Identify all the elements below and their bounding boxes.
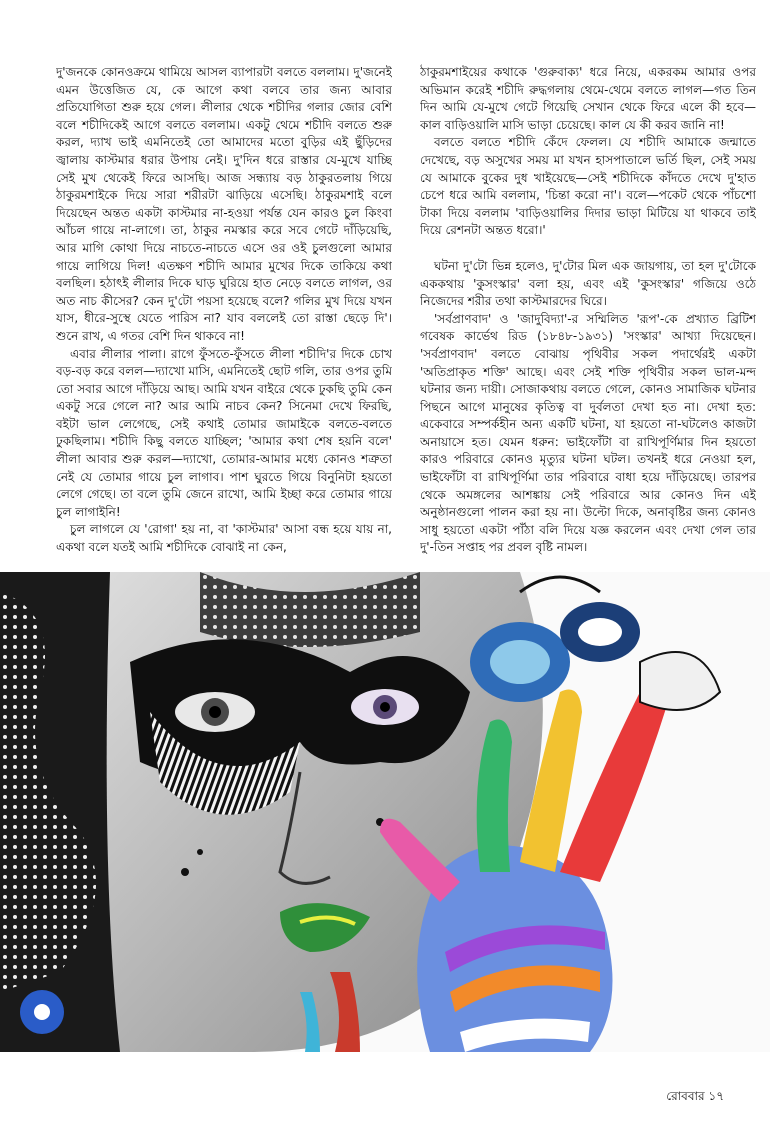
- paragraph: বলতে বলতে শচীদি কেঁদে ফেলল। যে শচীদি আমাকে জন্মাতে দেখেছে, বড় অসুখের সময় মা যখন হাসপাতালে ভর্তি ছিল, সেই সময় যে আমাকে বুকের দুধ খাইয়েছে—সেই শচীদিকে কাঁদতে দেখে দু'হাত চেপে ধরে আমি বললাম, 'চিন্তা করো না'। বলে—পকেট থেকে পাঁচশো টাকা দিয়ে বললাম 'বাড়িওয়ালির দিদার ভাড়া মিটিয়ে যা থাকবে তাই দিয়ে রেশনটা অন্তত ধরো।': [420, 135, 756, 238]
- page-footer: রোববার ১৭: [666, 1089, 724, 1103]
- paragraph: এবার লীলার পালা। রাগে ফুঁসতে-ফুঁসতে লীলা শচীদি'র দিকে চোখ বড়-বড় করে বলল—দ্যাখো মাসি, এমনিতেই ছোট গলি, তার ওপর তুমি তো সবার আগে দাঁড়িয়ে আছ। আমি যখন বাইরে থেকে ঢুকছি তুমি কেন একটু সরে গেলে না? আর আমি নাচব কেন? সিনেমা দেখে ফিরছি, বইটা ভাল লেগেছে, সেই কথাই তোমার জামাইকে বলতে-বলতে ঢুকছিলাম। শচীদি কিছু বলতে যাচ্ছিল; 'আমার কথা শেষ হয়নি বলে' লীলা আবার শুরু করল—দ্যাখো, তোমার-আমার মধ্যে কোনও শত্রুতা নেই যে তোমার গায়ে চুল লাগাব। পাশ ঘুরতে গিয়ে বিনুনিটা হয়তো লেগে গেছে। তা বলে তুমি জেনে রাখো, আমি ইচ্ছা করে তোমার গায়ে চুল লাগাইনি!: [56, 346, 392, 519]
- decor-swirl: [520, 577, 600, 592]
- cheek-dot: [197, 849, 203, 855]
- cheek-dot: [181, 868, 189, 876]
- decor-pod-inner: [490, 640, 550, 684]
- flower-center: [34, 1004, 50, 1020]
- decor-leaf: [640, 652, 720, 710]
- right-column: [420, 64, 756, 568]
- right-pupil: [380, 702, 390, 712]
- decor-pod-inner: [578, 618, 622, 646]
- left-pupil: [209, 706, 221, 718]
- paragraph: ঘটনা দু'টো ভিন্ন হলেও, দু'টোর মিল এক জায়গায়, তা হল দু'টোকে এককথায় 'কুসংস্কার' বলা হয়, এবং এই 'কুসংস্কার' গজিয়ে ওঠে নিজেদের শরীর তথা কাস্টমারদের ঘিরে।: [420, 258, 756, 309]
- left-column: [56, 64, 392, 568]
- paragraph: 'সর্বপ্রাণবাদ' ও 'জাদুবিদ্যা'-র সম্মিলিত 'রূপ'-কে প্রখ্যাত ব্রিটিশ গবেষক কার্ভেথ রিড (১৮৪৮-১৯৩১) 'সংস্কার' আখ্যা দিয়েছেন। 'সর্বপ্রাণবাদ' বলতে বোঝায় পৃথিবীর সকল পদার্থেরই একটা 'অতিপ্রাকৃত শক্তি' আছে। এবং সেই শক্তি পৃথিবীর সকল ভাল-মন্দ ঘটনার জন্য দায়ী। সোজাকথায় বলতে গেলে, কোনও সামাজিক ঘটনার পিছনে আগে মানুষের কৃতিত্ব বা দুর্বলতা দেখা হত না। দেখা হত: একেবারে সম্পর্কহীন অন্য একটি ঘটনা, যা হয়তো না-ঘটলেও কাজটা অনায়াসে হত। যেমন ধরুন: ভাইফোঁটা বা রাখিপূর্ণিমার দিন হয়তো কারও পরিবারে কোনও মৃত্যুর ঘটনা ঘটল। তখনই ধরে নেওয়া হল, ভাইফোঁটা বা রাখিপূর্ণিমা তার পরিবারে বাধা হয়ে দাঁড়িয়েছে। তারপর থেকে অমঙ্গলের আশঙ্কায় সেই পরিবারে আর কোনও দিন এই অনুষ্ঠানগুলো পালন করা হয় না। উল্টো দিকে, অনাবৃষ্টির জন্য কোনও সাধু হয়তো একটা পাঁঠা বলি দিয়ে যজ্ঞ করলেন এবং দেখা গেল তার দু'-তিন সপ্তাহ পর প্রবল বৃষ্টি নামল।: [420, 311, 756, 555]
- article-body: [56, 64, 756, 568]
- paragraph: ঠাকুরমশাইয়ের কথাকে 'গুরুবাক্য' ধরে নিয়ে, একরকম আমার ওপর অভিমান করেই শচীদি রুদ্ধগলায় থেমে-থেমে বলতে লাগল—গত তিন দিন আমি যে-মুখে গেটে গিয়েছি সেখান থেকে ফিরে এলে কী হবে—কাল বাড়িওয়ালি মাসি ভাড়া চেয়েছে। কাল যে কী করব জানি না!: [420, 65, 756, 132]
- face-illustration: [0, 572, 770, 1052]
- paragraph: দু'জনকে কোনওক্রমে থামিয়ে আসল ব্যাপারটা বলতে বললাম। দু'জনেই এমন উত্তেজিত যে, কে আগে কথা বলবে তার জন্য আবার প্রতিযোগিতা শুরু হয়ে গেল। লীলার থেকে শচীদির গলার জোর বেশি বলে শচীদিকেই আগে বলতে বললাম। একটু থেমে শচীদি বলতে শুরু করল, দ্যাখ ভাই এমনিতেই তো আমাদের মতো বুড়ির এই ছুঁড়িদের জ্বালায় কাস্টমার ধরার উপায় নেই। দু'দিন ধরে রাস্তার যে-মুখে যাচ্ছি সেই মুখ থেকেই ফিরে আসছি। আজ সন্ধ্যায় বড় ঠাকুরতলায় গিয়ে ঠাকুরমশাইকে দিয়ে সারা শরীরটা ঝাড়িয়ে এসেছি। ঠাকুরমশাই বলে দিয়েছেন অন্তত একটা কাস্টমার না-হওয়া পর্যন্ত যেন কারও চুল কিংবা আঁচল গায়ে না-লাগে। তা, ঠাকুর নমস্কার করে সবে গেটে দাঁড়িয়েছি, আর মাগি কোথা দিয়ে নাচতে-নাচতে এসে ওর ওই চুলগুলো আমার গায়ে লাগিয়ে দিল! এতক্ষণ শচীদি আমার মুখের দিকে তাকিয়ে কথা বলছিল। হঠাৎই লীলার দিকে ঘাড় ঘুরিয়ে হাত নেড়ে বলতে লাগল, ওর অত নাচ কীসের? কেন দু'টো পয়সা হয়েছে বলে? গলির মুখ দিয়ে যখন যাস, ধীরে-সুস্থে যেতে পারিস না? যাব বললেই তো রাস্তা ছেড়ে দি'। শুনে রাখ, এ গতর বেশি দিন থাকবে না!: [56, 65, 392, 343]
- illustration: [0, 572, 770, 1052]
- paragraph: চুল লাগলে যে 'রোগা' হয় না, বা 'কাস্টমার' আসা বন্ধ হয়ে যায় না, একথা বলে যতই আমি শচীদিকে বোঝাই না কেন,: [56, 522, 392, 555]
